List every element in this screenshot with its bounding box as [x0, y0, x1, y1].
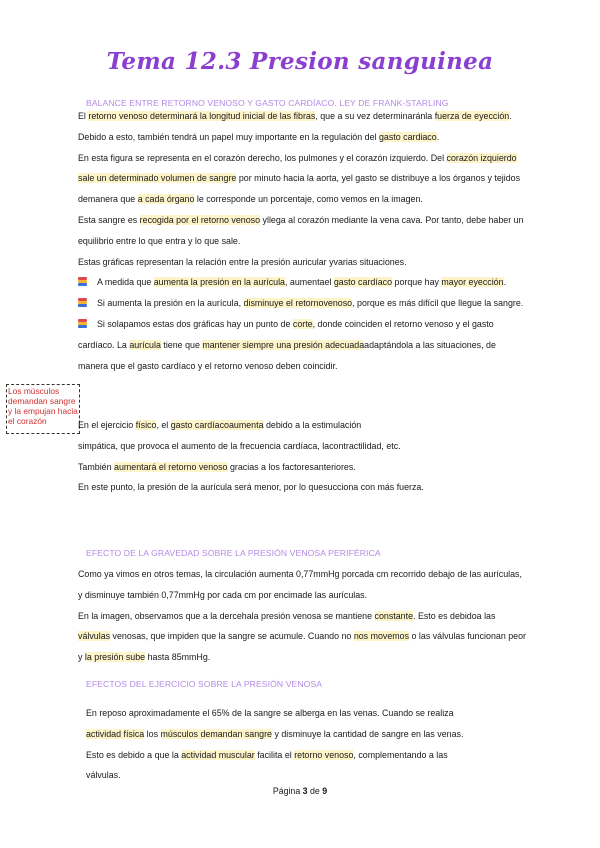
section-ejercicio-venosa [86, 703, 600, 786]
text-line: También aumentará el retorno venoso gracias a los factoresanteriores. [78, 461, 356, 472]
section-gravedad [78, 564, 598, 668]
section-heading-frank-starling: BALANCE ENTRE RETORNO VENOSO Y GASTO CARDÍACO. LEY DE FRANK-STARLING [86, 98, 449, 108]
text-line: Como ya vimos en otros temas, la circulación aumenta 0,77mmHg porcada cm recorrido debajo de las aurículas, [78, 569, 522, 579]
text-line: En reposo aproximadamente el 65% de la sangre se alberga en las venas. Cuando se realiza [86, 708, 454, 718]
text-line: simpática, que provoca el aumento de la frecuencia cardíaca, lacontractilidad, etc. [78, 440, 401, 451]
stacked-books-icon [78, 319, 88, 328]
bullet-item: Si aumenta la presión en la aurícula, disminuye el retornovenoso, porque es más difícil que llegue la sangre. [78, 293, 598, 314]
text-line: demanera que a cada órgano le corresponde un porcentaje, como vemos en la imagen. [78, 194, 423, 205]
text-line: En este punto, la presión de la aurícula será menor, por lo quesucciona con más fuerza. [78, 482, 424, 493]
section-heading-ejercicio-venosa: EFECTOS DEL EJERCICIO SOBRE LA PRESIÓN VENOSA [86, 679, 323, 689]
text-line: En esta figura se representa en el corazón derecho, los pulmones y el corazón izquierdo. Del corazón izquierdo [78, 152, 517, 163]
page-number-footer: Página 3 de 9 [272, 786, 328, 796]
text-line: válvulas venosas, que impiden que la sangre se acumule. Cuando no nos movemos o las válvulas funcionan peor [78, 631, 526, 642]
bullet-item: Si solapamos estas dos gráficas hay un punto de corte, donde coinciden el retorno venoso y el gasto [78, 314, 598, 335]
text-line: Debido a esto, también tendrá un papel muy importante en la regulación del gasto cardiaco. [78, 131, 440, 142]
text-line: Estas gráficas representan la relación entre la presión auricular yvarias situaciones. [78, 256, 407, 267]
text-line: actividad física los músculos demandan sangre y disminuye la cantidad de sangre en las venas. [86, 728, 464, 739]
text-line: cardíaco. La aurícula tiene que mantener siempre una presión adecuadaadaptándola a las situaciones, de [78, 339, 496, 350]
stacked-books-icon [78, 277, 88, 286]
section-ejercicio [78, 415, 598, 498]
text-line: y la presión sube hasta 85mmHg. [78, 652, 211, 663]
section-frank-starling [78, 106, 598, 376]
text-line: válvulas. [86, 770, 121, 781]
section-heading-gravedad: EFECTO DE LA GRAVEDAD SOBRE LA PRESIÓN VENOSA PERIFÉRICA [86, 548, 381, 558]
text-line: manera que el gasto cardíaco y el retorno venoso deben coincidir. [78, 360, 338, 371]
text-line: equilibrio entre lo que entra y lo que sale. [78, 235, 241, 246]
text-line: Esta sangre es recogida por el retorno venoso yllega al corazón mediante la vena cava. Por tanto, debe haber un [78, 214, 524, 225]
text-line: En el ejercicio físico, el gasto cardíacoaumenta debido a la estimulación [78, 420, 362, 430]
stacked-books-icon [78, 298, 88, 307]
text-line: y disminuye también 0,77mmHg por cada cm por encimade las aurículas. [78, 589, 368, 600]
text-line: El retorno venoso determinará la longitud inicial de las fibras, que a su vez determinaránla fuerza de eyección. [78, 111, 512, 121]
bullet-item: A medida que aumenta la presión en la aurícula, aumentael gasto cardíaco porque hay mayor eyección. [78, 272, 598, 293]
page-title: Tema 12.3 Presion sanguinea [106, 48, 494, 75]
text-line: sale un determinado volumen de sangre por minuto hacia la aorta, yel gasto se distribuye a los órganos y tejidos [78, 173, 521, 184]
margin-comment-note: Los músculos demandan sangre y la empujan hacia el corazón [6, 384, 80, 434]
text-line: En la imagen, observamos que a la dercehala presión venosa se mantiene constante. Esto es debidoa las [78, 610, 496, 621]
text-line: Esto es debido a que la actividad muscular facilita el retorno venoso, complementando a las [86, 749, 448, 760]
